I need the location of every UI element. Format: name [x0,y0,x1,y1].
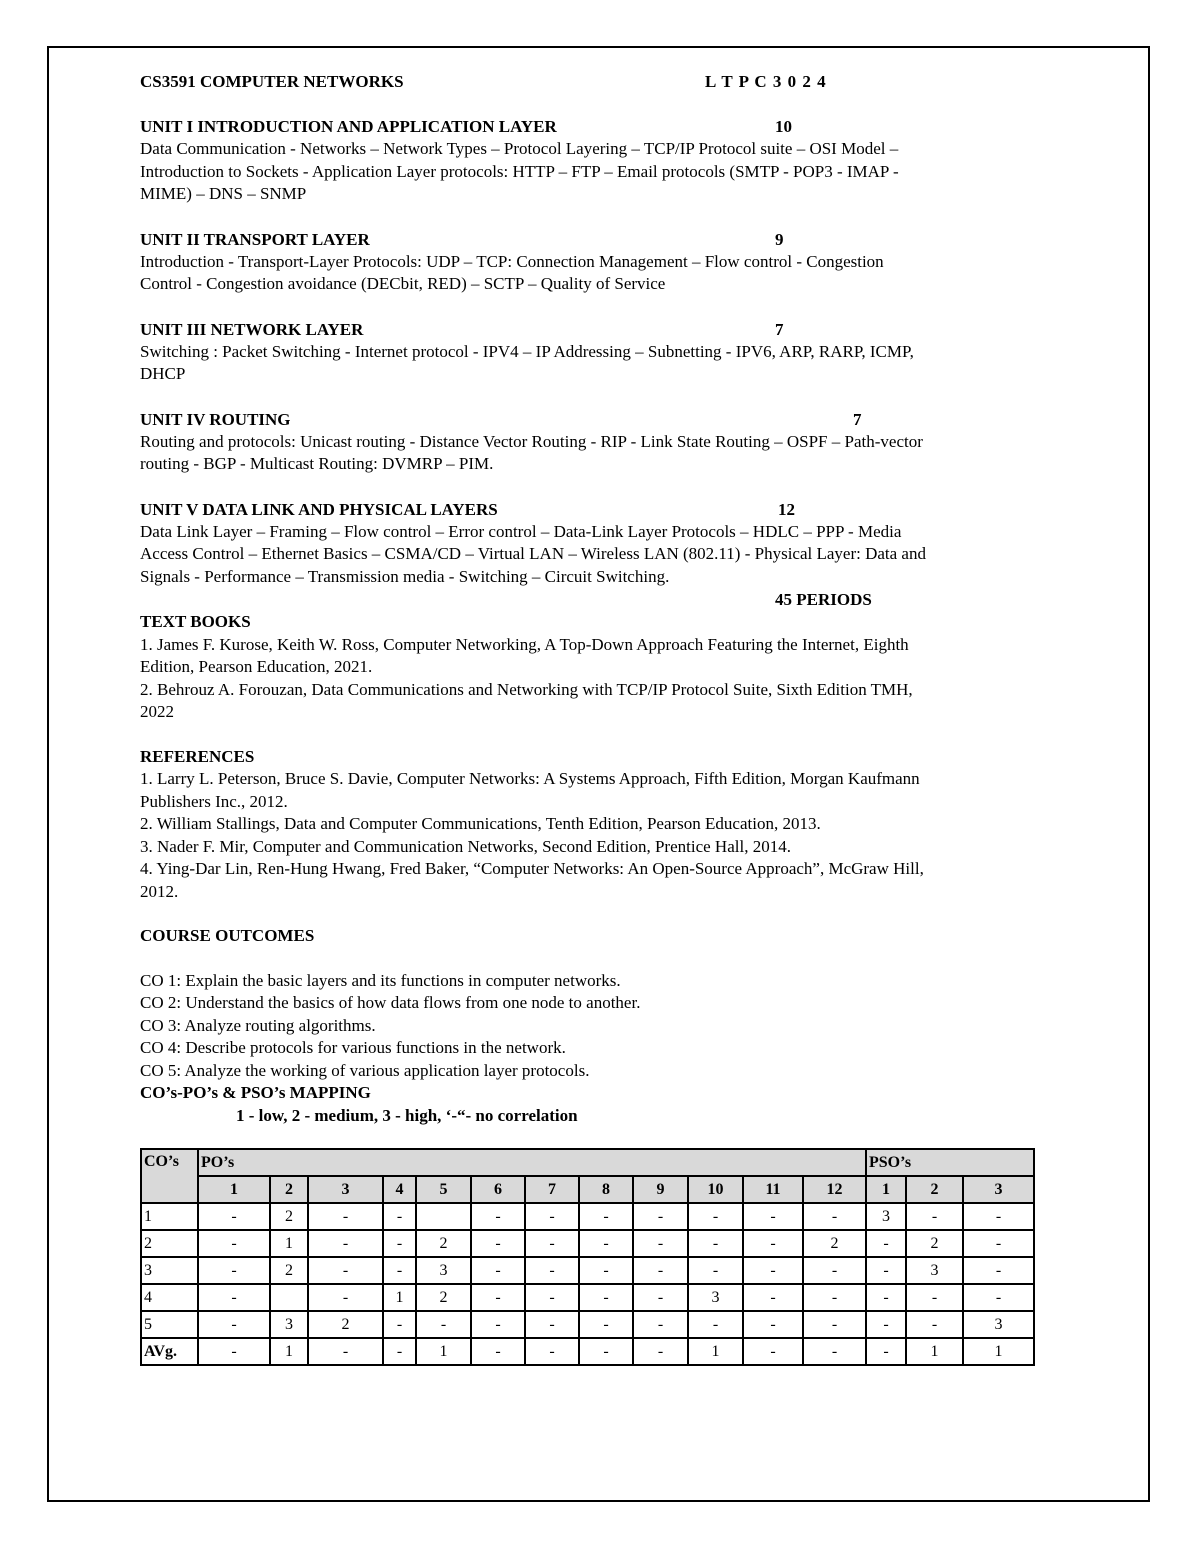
mapping-cell: 3 [688,1284,743,1311]
co-label-cell: 5 [141,1311,198,1338]
mapping-cell: - [803,1203,866,1230]
mapping-cell: - [688,1257,743,1284]
po-number-header: 2 [270,1176,308,1203]
units-section [140,115,1050,588]
co-po-mapping-table [140,1148,1035,1366]
po-number-header: 4 [383,1176,416,1203]
pso-number-header: 3 [963,1176,1034,1203]
mapping-cell: - [471,1338,525,1365]
spacer [140,93,1050,115]
mapping-cell: - [633,1311,688,1338]
unit-description-line: Data Link Layer – Framing – Flow control – Error control – Data-Link Layer Protocols – HDLC – PPP - Media [140,521,902,541]
mapping-cell: - [198,1338,270,1365]
mapping-cell: - [688,1203,743,1230]
mapping-cell: 1 [906,1338,963,1365]
mapping-cell: - [383,1257,416,1284]
spacer [140,476,1050,498]
po-number-header: 1 [198,1176,270,1203]
mapping-cell: - [633,1203,688,1230]
mapping-cell: - [579,1230,633,1257]
unit-hours: 12 [778,499,795,519]
spacer [140,296,1050,318]
textbook-line: Edition, Pearson Education, 2021. [140,657,373,676]
table-body [141,1203,1034,1365]
mapping-cell: - [308,1338,383,1365]
mapping-cell: - [688,1230,743,1257]
mapping-cell: 1 [383,1284,416,1311]
mapping-cell: - [308,1203,383,1230]
unit-header [140,408,1050,431]
mapping-cell: 2 [270,1203,308,1230]
mapping-cell: 2 [416,1284,471,1311]
mapping-cell: - [579,1257,633,1284]
mapping-cell: 1 [270,1338,308,1365]
cos-header: CO’s [141,1149,198,1203]
spacer [140,724,1050,746]
unit-header [140,498,1050,521]
mapping-cell: - [579,1284,633,1311]
pso-number-header: 2 [906,1176,963,1203]
mapping-cell: - [525,1284,579,1311]
mapping-cell: - [525,1311,579,1338]
course-outcome-item: CO 5: Analyze the working of various application layer protocols. [140,1060,590,1080]
unit-description-line: Control - Congestion avoidance (DECbit, RED) – SCTP – Quality of Service [140,274,666,293]
mapping-cell: - [579,1338,633,1365]
mapping-cell: 3 [963,1311,1034,1338]
mapping-cell: - [308,1257,383,1284]
unit-description-line: Data Communication - Networks – Network Types – Protocol Layering – TCP/IP Protocol suite – OSI Model – [140,139,899,158]
mapping-cell: - [471,1230,525,1257]
mapping-cell: - [743,1284,803,1311]
mapping-cell: - [866,1284,906,1311]
reference-line: Publishers Inc., 2012. [140,791,288,811]
mapping-cell: - [633,1284,688,1311]
mapping-cell: - [963,1230,1034,1257]
mapping-cell: - [383,1203,416,1230]
syllabus-content [140,70,1050,1127]
mapping-cell: - [803,1257,866,1284]
mapping-cell: - [866,1338,906,1365]
unit-description-line: Introduction to Sockets - Application Layer protocols: HTTP – FTP – Email protocols (SMTP - POP3 - IMAP - [140,161,899,181]
unit-description-line: MIME) – DNS – SNMP [140,184,307,203]
mapping-cell: - [963,1284,1034,1311]
unit-header [140,318,1050,341]
po-number-header: 7 [525,1176,579,1203]
mapping-cell: - [906,1284,963,1311]
mapping-cell: - [579,1203,633,1230]
mapping-cell: 3 [416,1257,471,1284]
unit-title: UNIT IV ROUTING [140,409,291,429]
mapping-cell [416,1203,471,1230]
mapping-cell: 3 [866,1203,906,1230]
mapping-cell: - [633,1230,688,1257]
table-row [141,1311,1034,1338]
ltpc: L T P C 3 0 2 4 [705,72,827,91]
mapping-cell: - [963,1203,1034,1230]
mapping-legend: 1 - low, 2 - medium, 3 - high, ‘-“- no correlation [236,1105,578,1125]
unit-hours: 10 [775,117,792,136]
mapping-cell: - [471,1203,525,1230]
co-label-cell: 3 [141,1257,198,1284]
mapping-cell: - [383,1311,416,1338]
mapping-cell [270,1284,308,1311]
spacer [140,948,1050,970]
mapping-cell: 3 [906,1257,963,1284]
mapping-cell: - [198,1257,270,1284]
mapping-cell: - [579,1311,633,1338]
references-title: REFERENCES [140,746,255,766]
mapping-cell: - [383,1230,416,1257]
course-outcome-item: CO 1: Explain the basic layers and its functions in computer networks. [140,970,621,990]
mapping-cell: 2 [308,1311,383,1338]
mapping-cell: - [416,1311,471,1338]
unit-hours: 9 [775,229,784,249]
table-row [141,1257,1034,1284]
course-outcome-item: CO 3: Analyze routing algorithms. [140,1015,376,1035]
total-periods: 45 PERIODS [775,590,872,609]
unit-description-line: Switching : Packet Switching - Internet protocol - IPV4 – IP Addressing – Subnetting - IPV6, ARP, RARP, ICMP, [140,341,914,361]
mapping-cell: 1 [416,1338,471,1365]
reference-line: 4. Ying-Dar Lin, Ren-Hung Hwang, Fred Baker, “Computer Networks: An Open-Source Approach”, McGraw Hill, [140,859,924,878]
unit-title: UNIT II TRANSPORT LAYER [140,229,370,249]
co-label-cell: 2 [141,1230,198,1257]
mapping-cell: - [633,1257,688,1284]
mapping-cell: - [743,1203,803,1230]
mapping-cell: - [743,1257,803,1284]
mapping-cell: - [866,1257,906,1284]
reference-line: 2012. [140,881,179,901]
reference-line: 3. Nader F. Mir, Computer and Communication Networks, Second Edition, Prentice Hall, 2014. [140,836,791,856]
mapping-cell: - [198,1311,270,1338]
table-row [141,1230,1034,1257]
po-number-header: 6 [471,1176,525,1203]
mapping-cell: - [383,1338,416,1365]
unit-title: UNIT V DATA LINK AND PHYSICAL LAYERS [140,499,498,519]
mapping-cell: - [688,1311,743,1338]
mapping-cell: 1 [688,1338,743,1365]
unit-description-line: Signals - Performance – Transmission media - Switching – Circuit Switching. [140,566,670,586]
mapping-cell: - [525,1230,579,1257]
po-number-header: 5 [416,1176,471,1203]
po-number-header: 12 [803,1176,866,1203]
mapping-cell: - [866,1230,906,1257]
mapping-cell: - [308,1230,383,1257]
pos-header: PO’s [198,1149,866,1176]
mapping-cell: - [743,1338,803,1365]
unit-title: UNIT III NETWORK LAYER [140,319,364,339]
mapping-cell: - [471,1311,525,1338]
table-row [141,1284,1034,1311]
table-subheader-row [141,1176,1034,1203]
textbook-line: 2. Behrouz A. Forouzan, Data Communications and Networking with TCP/IP Protocol Suite, Sixth Edition TMH, [140,679,913,699]
unit-description-line: Routing and protocols: Unicast routing - Distance Vector Routing - RIP - Link State Routing – OSPF – Path-vector [140,431,923,451]
references-list [140,768,1050,903]
mapping-cell: 3 [270,1311,308,1338]
unit-header [140,115,1050,138]
unit-header [140,228,1050,251]
unit-description-line: routing - BGP - Multicast Routing: DVMRP – PIM. [140,454,494,473]
periods-row [140,588,1050,611]
mapping-cell: 2 [416,1230,471,1257]
unit-title: UNIT I INTRODUCTION AND APPLICATION LAYER [140,117,557,136]
mapping-cell: 2 [270,1257,308,1284]
mapping-cell: - [633,1338,688,1365]
course-outcome-item: CO 4: Describe protocols for various functions in the network. [140,1038,566,1057]
psos-header: PSO’s [866,1149,1034,1176]
course-header [140,70,1050,93]
course-outcomes-title: COURSE OUTCOMES [140,926,315,945]
spacer [140,206,1050,228]
textbooks-title: TEXT BOOKS [140,612,251,631]
mapping-cell: 1 [270,1230,308,1257]
mapping-title: CO’s-PO’s & PSO’s MAPPING [140,1083,371,1102]
mapping-cell: - [525,1257,579,1284]
unit-hours: 7 [775,319,784,339]
mapping-cell: - [743,1311,803,1338]
pso-number-header: 1 [866,1176,906,1203]
mapping-cell: - [471,1284,525,1311]
textbook-line: 1. James F. Kurose, Keith W. Ross, Computer Networking, A Top-Down Approach Featuring the Internet, Eighth [140,634,909,654]
course-outcome-item: CO 2: Understand the basics of how data flows from one node to another. [140,993,641,1012]
unit-description-line: DHCP [140,364,186,383]
mapping-cell: - [803,1284,866,1311]
mapping-cell: - [198,1203,270,1230]
reference-line: 2. William Stallings, Data and Computer Communications, Tenth Edition, Pearson Education, 2013. [140,814,821,833]
reference-line: 1. Larry L. Peterson, Bruce S. Davie, Computer Networks: A Systems Approach, Fifth Edition, Morgan Kaufmann [140,769,920,788]
mapping-cell: - [525,1338,579,1365]
spacer [140,903,1050,925]
po-number-header: 3 [308,1176,383,1203]
mapping-cell: - [471,1257,525,1284]
mapping-cell: - [906,1311,963,1338]
table-header-row [141,1149,1034,1176]
po-number-header: 11 [743,1176,803,1203]
mapping-cell: - [198,1284,270,1311]
mapping-cell: - [866,1311,906,1338]
co-label-cell: AVg. [141,1338,198,1365]
mapping-cell: - [906,1203,963,1230]
unit-hours: 7 [853,409,862,429]
mapping-cell: 2 [803,1230,866,1257]
mapping-cell: - [803,1338,866,1365]
spacer [140,386,1050,408]
course-outcomes-list [140,970,1050,1083]
unit-description-line: Introduction - Transport-Layer Protocols: UDP – TCP: Connection Management – Flow control - Congestion [140,251,884,271]
mapping-cell: 1 [963,1338,1034,1365]
mapping-cell: - [308,1284,383,1311]
mapping-cell: - [963,1257,1034,1284]
mapping-cell: - [198,1230,270,1257]
unit-description-line: Access Control – Ethernet Basics – CSMA/CD – Virtual LAN – Wireless LAN (802.11) - Physical Layer: Data and [140,544,926,563]
mapping-cell: - [803,1311,866,1338]
co-label-cell: 4 [141,1284,198,1311]
co-label-cell: 1 [141,1203,198,1230]
mapping-cell: - [743,1230,803,1257]
table-row [141,1203,1034,1230]
po-number-header: 10 [688,1176,743,1203]
textbooks-list [140,634,1050,724]
po-number-header: 8 [579,1176,633,1203]
course-title: CS3591 COMPUTER NETWORKS [140,72,404,91]
mapping-cell: - [525,1203,579,1230]
table-row [141,1338,1034,1365]
textbook-line: 2022 [140,702,174,721]
po-number-header: 9 [633,1176,688,1203]
mapping-cell: 2 [906,1230,963,1257]
